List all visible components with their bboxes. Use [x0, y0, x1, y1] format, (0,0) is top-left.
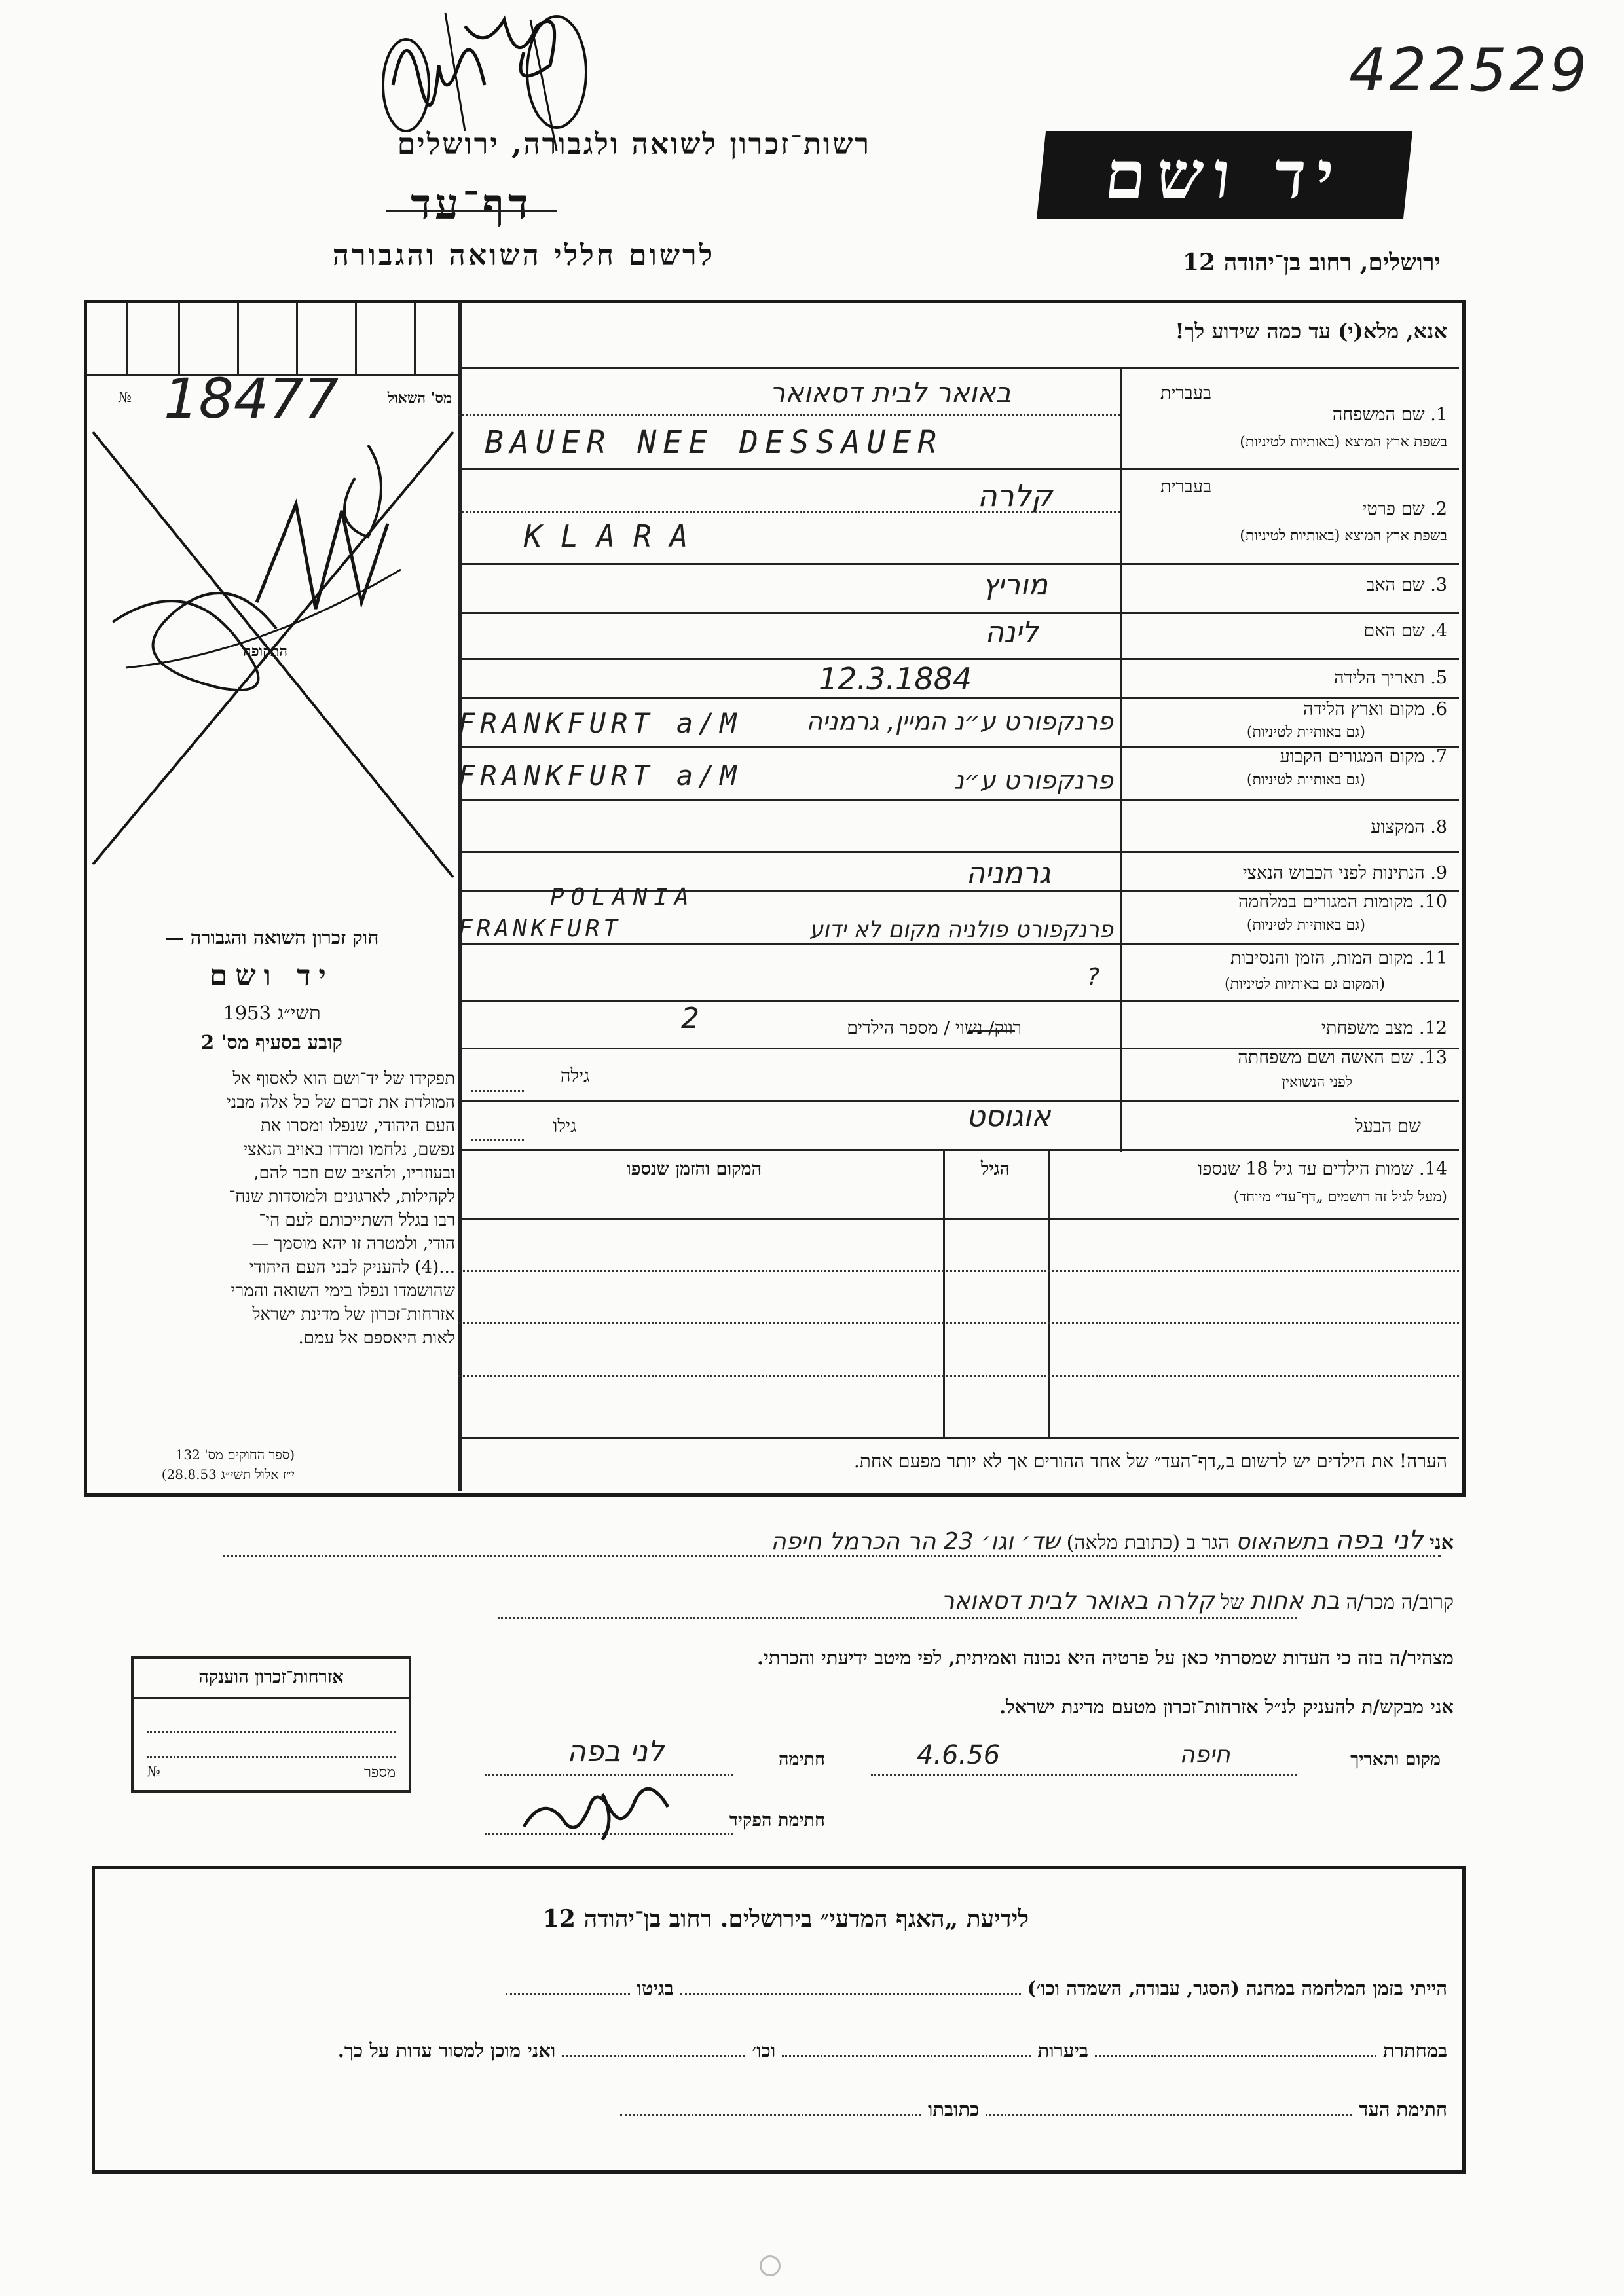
law-source-1: (ספר החוקים מס' 132	[175, 1447, 295, 1463]
declarant-relation-of[interactable]: קלרה באואר לבית דסאואר	[941, 1588, 1215, 1614]
law-heading: חוק זכרון השואה והגבורה —	[164, 926, 379, 949]
strike-ravak	[969, 1030, 1015, 1032]
archive-number: 422529	[1349, 36, 1590, 105]
title-rule	[386, 210, 557, 212]
signature-label: חתימה	[778, 1749, 825, 1770]
law-name: יד ושם	[210, 959, 334, 993]
field-8-label: 8. המקצוע	[1371, 817, 1447, 837]
field-10-label: 10. מקומות המגורים במלחמה	[1238, 892, 1447, 912]
field-6-label: 6. מקום וארץ הלידה	[1303, 699, 1447, 720]
field-10-value[interactable]: פרנקפורט פולניה מקום לא ידוע	[809, 917, 1113, 943]
field-1-lang: בעברית	[1160, 383, 1211, 403]
serial-label: מס' השאול	[387, 390, 452, 407]
law-body: תפקידו של יד־ושם הוא לאסוף אל המולדת את זכרם של כל אלה מבני העם היהודי, שנפלו ומסרו את נפשם, נלחמו ומרדו באויב הנאצי ובעוזריו, ולהציב שם וזכר להם, לקהילות, לארגונים ולמוסדות שנח־ רבו בגלל השתייכותם לעם הי־ הודי, ולמטרה זו יהא מוסמך — ...(4) להעניק לבני העם היהודי שהושמדו ונפלו בימי השואה והמרי אזרחות־זכרון של מדינת ישראל לאות היאספם אל עמם.	[227, 1069, 455, 1348]
law-year: תשי״ג 1953	[223, 1002, 321, 1024]
footer-line-3: חתימת העד כתובתו	[105, 2098, 1447, 2121]
citizenship-box-no-mark: №	[147, 1764, 160, 1780]
field-9-label: 9. הנתינות לפני הכבוש הנאצי	[1242, 863, 1447, 883]
field-3-value[interactable]: מוריץ	[982, 568, 1048, 602]
declarant-place[interactable]: חיפה	[1179, 1741, 1230, 1768]
field-1-value-latin[interactable]: BAUER NEE DESSAUER	[485, 424, 944, 461]
field-6-sub: (גם באותיות לטיניות)	[1246, 724, 1365, 740]
field-9-value[interactable]: גרמניה	[966, 856, 1051, 890]
official-signature	[511, 1781, 694, 1846]
field-12-label: 12. מצב משפחתי	[1321, 1018, 1447, 1038]
of-label: של	[1221, 1591, 1244, 1614]
field-11-sub: (המקום גם באותיות לטיניות)	[1225, 976, 1385, 993]
declaration-text: מצהיר/ה בזה כי העדות שמסרתי כאן על פרטיה היא נכונה ואמיתית, לפי מיטב ידיעתי והכרתי.	[757, 1647, 1454, 1669]
field-2-lang: בעברית	[1160, 477, 1211, 497]
field-12-children-count[interactable]: 2	[681, 1002, 699, 1035]
declarant-line-2	[458, 1588, 1454, 1614]
field-2-value-he[interactable]: קלרה	[977, 478, 1053, 513]
citizenship-box-number: מספר	[364, 1764, 396, 1781]
field-2-label: 2. שם פרטי	[1362, 499, 1447, 519]
children-title: 14. שמות הילדים עד גיל 18 שנספו	[1198, 1159, 1447, 1179]
field-11-label: 11. מקום המות, הזמן והנסיבות	[1230, 948, 1447, 968]
field-10-value-latin-2[interactable]: POLANIA	[550, 884, 695, 911]
declarant-surname[interactable]: בתשהאוס	[1236, 1529, 1329, 1555]
law-section: קובע בסעיף מס' 2	[201, 1031, 342, 1053]
footer-heading: לידיעת „האגף המדעי״ בירושלים. רחוב בן־יהודה 12	[542, 1905, 1029, 1933]
field-13-sub: לפני הנשואין	[1282, 1074, 1352, 1091]
footer-line-2: במחתרת ביערות וכו׳ ואני מוכן למסור עדות על כך.	[337, 2039, 1447, 2062]
declarant-date[interactable]: 4.6.56	[917, 1740, 1001, 1770]
citizenship-box	[131, 1656, 411, 1793]
declarant-name[interactable]: לני בפה	[1335, 1525, 1424, 1556]
tikia-label: התקופה	[242, 643, 288, 660]
law-source-2: י״ז אלול תשי״ג 28.8.53)	[161, 1467, 295, 1482]
footer-line-1: הייתי בזמן המלחמה במחנה (הסגר, עבודה, השמדה וכו׳) בגיטו	[105, 1977, 1447, 2000]
field-7-value-latin[interactable]: FRANKFURT a/M	[458, 759, 742, 792]
field-2-value-latin[interactable]: KLARA	[524, 519, 707, 554]
field-4-label: 4. שם האם	[1363, 621, 1447, 641]
citizenship-box-title: אזרחות־זכרון הוענקה	[198, 1667, 344, 1687]
husband-label: שם הבעל	[1355, 1116, 1421, 1137]
form-title: דף־עד	[411, 180, 532, 229]
declarant-relation[interactable]: בת אחות	[1250, 1588, 1340, 1614]
husband-value[interactable]: אוגוסט	[966, 1100, 1051, 1133]
relation-label: קרוב/ה מכר/ה	[1346, 1591, 1454, 1614]
field-1-sub: בשפת ארץ המוצא (באותיות לטיניות)	[1240, 434, 1447, 450]
children-col-place: המקום והזמן שנספו	[626, 1159, 762, 1179]
i-label: אני	[1430, 1531, 1454, 1554]
field-6-value-latin[interactable]: FRANKFURT a/M	[458, 707, 742, 739]
form-subtitle: לרשום חללי השואה והגבורה	[332, 239, 716, 272]
wife-age-label: גילה	[560, 1066, 589, 1086]
field-10-sub: (גם באותיות לטיניות)	[1246, 917, 1365, 934]
field-13-label: 13. שם האשה ושם משפחתה	[1238, 1048, 1447, 1068]
field-11-value[interactable]: ?	[1087, 964, 1100, 991]
place-date-label: מקום ותאריך	[1350, 1749, 1441, 1770]
children-note: (מעל לגיל זה רושמים „דף־עד״ מיוחד)	[1233, 1189, 1447, 1205]
field-1-label: 1. שם המשפחה	[1332, 405, 1447, 425]
declarant-line-1	[223, 1525, 1454, 1556]
lives-label: הגר ב (כתובת מלאה)	[1066, 1531, 1230, 1554]
request-text: אני מבקש/ת להעניק לנ״ל אזרחות־זכרון מטעם מדינת ישראל.	[999, 1696, 1454, 1718]
header-address: ירושלים, רחוב בן־יהודה 12	[1182, 249, 1441, 276]
field-12-marital-options: רווק/ נשוי / מספר הילדים	[847, 1018, 1022, 1038]
field-5-label: 5. תאריך הלידה	[1334, 668, 1447, 688]
field-4-value[interactable]: לינה	[985, 615, 1039, 649]
field-6-value[interactable]: פרנקפורט ע״נ המיין, גרמניה	[806, 707, 1113, 736]
declarant-address[interactable]: שד׳ וגו׳ 23 הר הכרמל חיפה	[771, 1528, 1061, 1555]
field-3-label: 3. שם האב	[1366, 575, 1447, 595]
field-7-label: 7. מקום המגורים הקבוע	[1280, 746, 1447, 767]
label-column-divider	[1120, 367, 1122, 1152]
children-col-age: הגיל	[980, 1159, 1010, 1179]
field-1-value-he[interactable]: באואר לבית דסאואר	[769, 376, 1012, 409]
remark: הערה! את הילדים יש לרשום ב„דף־העד״ של אחד ההורים אך לא יותר מפעם אחת.	[853, 1450, 1447, 1472]
field-7-value[interactable]: פרנקפורט ע״נ	[953, 766, 1113, 795]
punch-hole	[760, 2255, 781, 2276]
serial-value[interactable]: 18477	[164, 367, 339, 431]
yad-vashem-logo: יד ושם	[1037, 131, 1412, 219]
instruction: אנא, מלא(י) עד כמה שידוע לך!	[1175, 319, 1447, 344]
field-2-sub: בשפת ארץ המוצא (באותיות לטיניות)	[1240, 528, 1447, 544]
husband-age-label: גילו	[553, 1116, 576, 1137]
official-signature-label: חתימת הפקיד	[729, 1810, 825, 1831]
field-5-value[interactable]: 12.3.1884	[819, 661, 972, 697]
authority-name: רשות־זכרון לשואה ולגבורה, ירושלים	[397, 128, 871, 161]
top-boxes	[86, 302, 458, 374]
field-10-value-latin[interactable]: FRANKFURT	[458, 915, 622, 942]
declarant-signature[interactable]: לני בפה	[566, 1735, 665, 1768]
serial-no-mark: №	[118, 390, 132, 406]
field-7-sub: (גם באותיות לטיניות)	[1246, 772, 1365, 788]
